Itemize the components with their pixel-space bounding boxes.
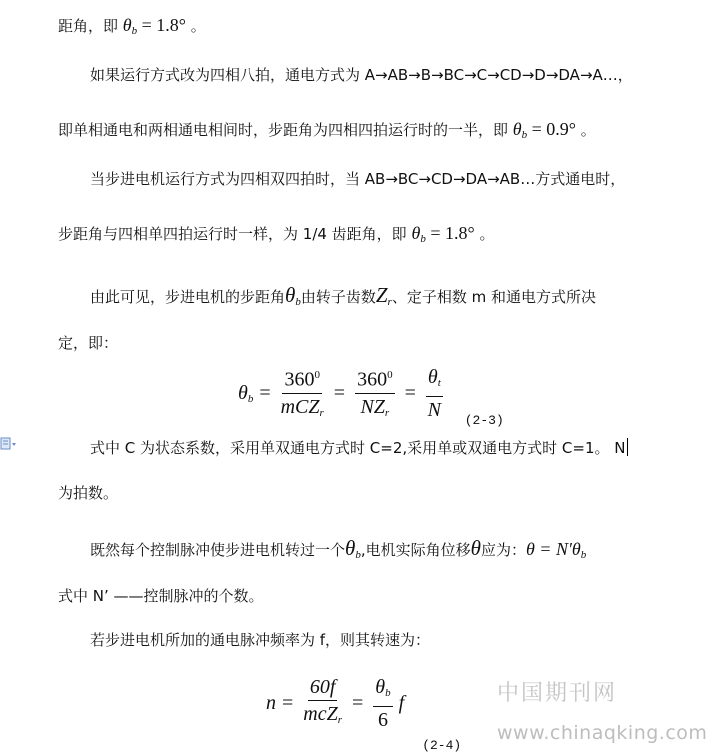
text-cursor (627, 438, 628, 456)
text-line-5 (58, 222, 706, 250)
text: 、定子相数 m 和通电方式所决 (391, 288, 596, 306)
math-z-r: $Z_r$ (375, 283, 392, 308)
text: 若步进电机所加的通电脉冲频率为 f，则其转速为： (90, 631, 431, 649)
math-theta-b: $\theta_b = 0.9^\circ$ (512, 119, 576, 141)
text-line-9 (58, 482, 706, 504)
text: 距角，即 (58, 17, 119, 35)
math-theta-b: $\theta_b = 1.8^\circ$ (411, 223, 475, 245)
math-theta: θ (470, 536, 481, 560)
watermark-url: www.chinaqking.com (497, 722, 708, 744)
equation-2-3 (238, 364, 504, 428)
eq-tail: f (398, 692, 405, 714)
text-line-12 (90, 629, 706, 651)
fraction-2: $\frac{360^0}{NZ_r}$ (355, 364, 395, 424)
text: 应为： (480, 541, 526, 559)
text: 当步进电机运行方式为四相双四拍时，当 AB→BC→CD→DA→AB…方式通电时， (90, 170, 626, 188)
equation-number: (2-4) (422, 738, 462, 753)
text: 式中 N’ ——控制脉冲的个数。 (58, 587, 264, 605)
eq-equals: = (282, 692, 294, 714)
eq-equals: = (352, 692, 364, 714)
fraction-3: $\frac{\theta_t}{N}$ (427, 366, 441, 422)
text: 既然每个控制脉冲使步进电机转过一个 (90, 541, 346, 559)
equation-2-4 (266, 676, 462, 753)
watermark-title: 中国期刊网 (497, 681, 618, 706)
eq-equals: = (259, 382, 271, 405)
math-theta-b: $\theta_b$ (285, 283, 301, 308)
math-theta-b: $\theta_b$ (345, 536, 361, 561)
text-line-6 (90, 284, 706, 313)
text-line-10 (90, 537, 706, 566)
eq-equals: = (333, 382, 346, 405)
text: 式中 C 为状态系数，采用单双通电方式时 C=2,采用单或双通电方式时 C=1。 N (90, 439, 626, 457)
fraction-1: $\frac{360^0}{mCZ_r}$ (281, 364, 324, 424)
fraction-2: $\frac{\theta_b}{6}$ (375, 676, 391, 731)
document-icon[interactable] (0, 437, 20, 451)
text-end: 。 (580, 121, 596, 139)
text-line-11 (58, 585, 706, 607)
text: 由转子齿数 (300, 288, 376, 306)
text: 步距角与四相单四拍运行时一样，为 1/4 齿距角，即 (58, 225, 407, 243)
text: 为拍数。 (58, 484, 119, 502)
text: 如果运行方式改为四相八拍，通电方式为 A→AB→B→BC→C→CD→D→DA→A…， (90, 66, 633, 84)
text: ,电机实际角位移 (360, 541, 471, 559)
text-line-4 (90, 168, 706, 190)
eq-equals: = (404, 382, 416, 405)
text: 由此可见，步进电机的步距角 (90, 288, 286, 306)
text-end: 。 (479, 225, 495, 243)
text-line-7 (58, 332, 706, 354)
text-line-8 (90, 437, 706, 459)
text-line-1 (58, 14, 706, 42)
text-end: 。 (190, 17, 206, 35)
fraction-1: $\frac{60f}{mcZ_r}$ (303, 676, 343, 726)
text: 即单相通电和两相通电相间时，步距角为四相四拍运行时的一半，即 (58, 121, 509, 139)
text: 定，即： (58, 334, 119, 352)
math-equation-inline: $\theta = N'\theta_b$ (525, 539, 587, 561)
text-line-3 (58, 118, 706, 146)
text-line-2 (90, 64, 706, 86)
eq-lhs: $\theta_b$ (238, 382, 254, 406)
eq-lhs: n (266, 692, 276, 714)
math-theta-b: $\theta_b = 1.8^\circ$ (122, 15, 186, 37)
equation-number: (2-3) (464, 412, 504, 428)
